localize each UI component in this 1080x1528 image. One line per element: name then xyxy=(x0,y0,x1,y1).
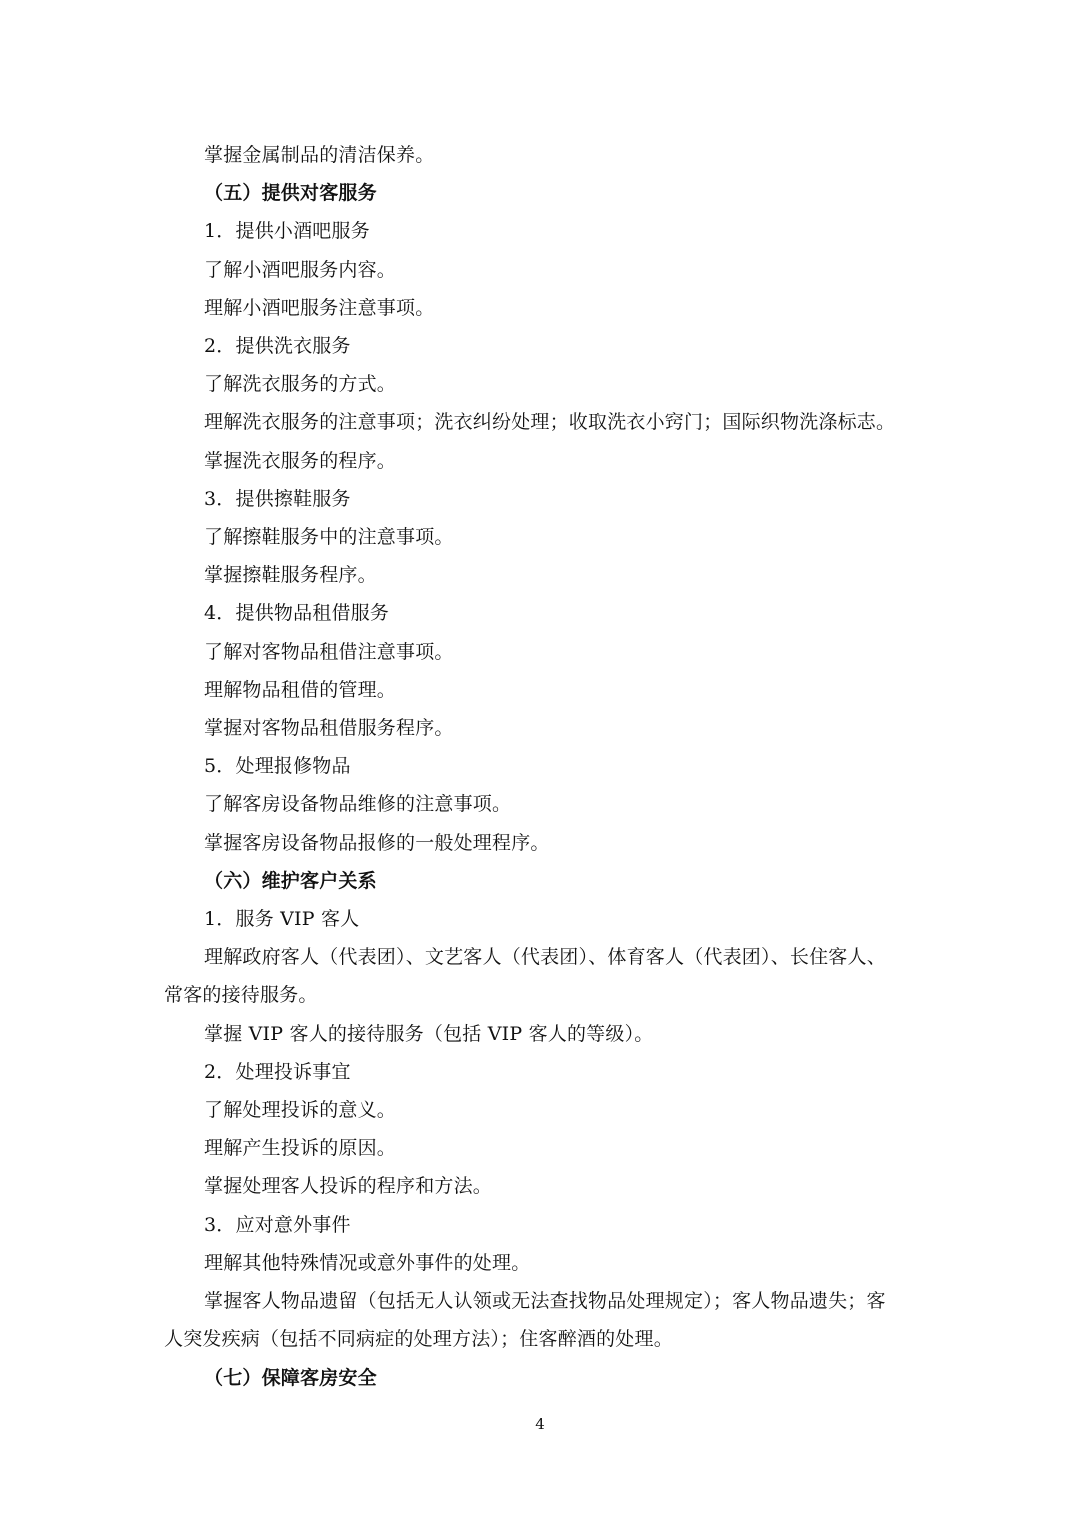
page-number: 4 xyxy=(535,1415,545,1433)
text-line: 2．处理投诉事宜 xyxy=(204,1060,351,1083)
text-line: 理解小酒吧服务注意事项。 xyxy=(204,296,435,319)
text-line: 了解客房设备物品维修的注意事项。 xyxy=(204,793,512,816)
text-line: 理解洗衣服务的注意事项；洗衣纠纷处理；收取洗衣小窍门；国际织物洗涤标志。 xyxy=(204,411,896,434)
text-line: 掌握 VIP 客人的接待服务（包括 VIP 客人的等级）。 xyxy=(204,1022,654,1045)
text-line: 了解处理投诉的意义。 xyxy=(204,1099,397,1122)
text-line: 常客的接待服务。 xyxy=(164,984,318,1007)
text-line: 人突发疾病（包括不同病症的处理方法）；住客醉酒的处理。 xyxy=(164,1328,673,1351)
text-line: 理解物品租借的管理。 xyxy=(204,678,397,701)
text-line: 掌握处理客人投诉的程序和方法。 xyxy=(204,1175,493,1198)
text-line: 理解其他特殊情况或意外事件的处理。 xyxy=(204,1251,531,1274)
text-line: 了解对客物品租借注意事项。 xyxy=(204,640,454,663)
text-line: 理解产生投诉的原因。 xyxy=(204,1137,397,1160)
text-line: 2．提供洗衣服务 xyxy=(204,335,351,358)
text-line: 掌握客房设备物品报修的一般处理程序。 xyxy=(204,831,550,854)
section-heading: （五）提供对客服务 xyxy=(204,182,377,205)
text-line: 理解政府客人（代表团）、文艺客人（代表团）、体育客人（代表团）、长住客人、 xyxy=(204,946,886,969)
text-line: 掌握对客物品租借服务程序。 xyxy=(204,717,454,740)
text-line: 4．提供物品租借服务 xyxy=(204,602,390,625)
text-line: 3．提供擦鞋服务 xyxy=(204,487,351,510)
text-line: 掌握洗衣服务的程序。 xyxy=(204,449,397,472)
text-line: 掌握擦鞋服务程序。 xyxy=(204,564,377,587)
text-line: 掌握金属制品的清洁保养。 xyxy=(204,144,435,166)
text-line: 1．服务 VIP 客人 xyxy=(204,908,360,931)
text-line: 5．处理报修物品 xyxy=(204,755,351,778)
document-body xyxy=(164,136,924,1397)
text-line: 了解小酒吧服务内容。 xyxy=(204,258,397,281)
section-heading: （六）维护客户关系 xyxy=(204,869,377,892)
text-line: 了解洗衣服务的方式。 xyxy=(204,373,397,396)
text-line: 了解擦鞋服务中的注意事项。 xyxy=(204,526,454,549)
text-line: 掌握客人物品遗留（包括无人认领或无法查找物品处理规定）；客人物品遗失；客 xyxy=(204,1290,886,1313)
text-line: 1．提供小酒吧服务 xyxy=(204,220,370,243)
section-heading: （七）保障客房安全 xyxy=(204,1366,377,1389)
text-line: 3．应对意外事件 xyxy=(204,1213,351,1236)
